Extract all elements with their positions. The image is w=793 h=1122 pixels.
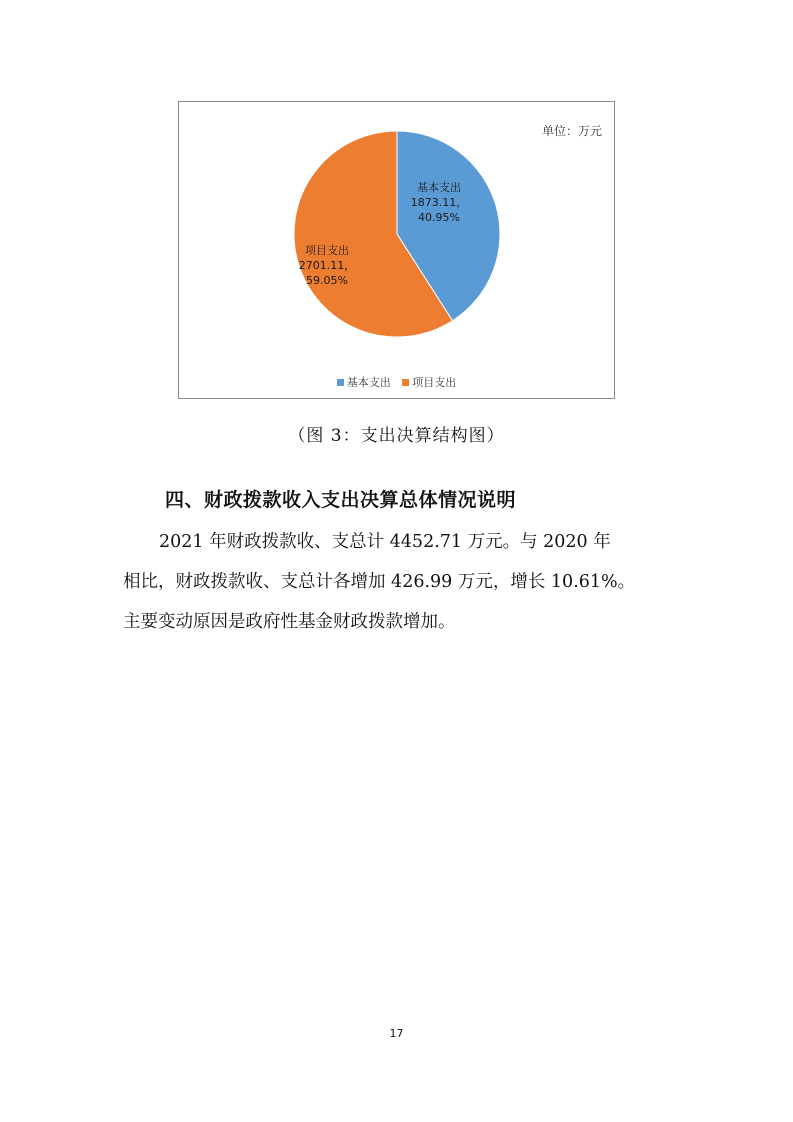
- slice-label-project-percent: 59.05%: [306, 274, 348, 287]
- legend-item-basic: [337, 374, 391, 390]
- slice-label-project: [289, 243, 365, 288]
- unit-label: 单位：万元: [541, 124, 602, 138]
- slice-label-basic-value: 1873.11，: [410, 196, 468, 209]
- slice-label-project-value: 2701.11，: [298, 259, 356, 272]
- legend-swatch-project: [402, 379, 409, 386]
- slice-label-basic: [401, 180, 477, 225]
- legend-label-project: 项目支出: [412, 376, 457, 389]
- section-heading: 四、财政拨款收入支出决算总体情况说明: [165, 489, 517, 511]
- figure-caption: （图 3：支出决算结构图）: [288, 426, 505, 446]
- page-number: 17: [389, 1027, 404, 1040]
- chart-legend: [179, 374, 614, 390]
- legend-swatch-basic: [337, 379, 344, 386]
- body-line-3: 主要变动原因是政府性基金财政拨款增加。: [123, 612, 456, 632]
- slice-label-basic-name: 基本支出: [417, 181, 461, 194]
- slice-label-basic-percent: 40.95%: [418, 211, 460, 224]
- legend-item-project: [402, 374, 456, 390]
- slice-label-project-name: 项目支出: [305, 244, 349, 257]
- body-line-1: 2021 年财政拨款收、支总计 4452.71 万元。与 2020 年: [159, 532, 611, 552]
- legend-label-basic: 基本支出: [346, 376, 391, 389]
- expenditure-pie-chart: [178, 101, 615, 399]
- pie-canvas: [179, 102, 614, 398]
- body-line-2: 相比，财政拨款收、支总计各增加 426.99 万元，增长 10.61%。: [123, 572, 636, 592]
